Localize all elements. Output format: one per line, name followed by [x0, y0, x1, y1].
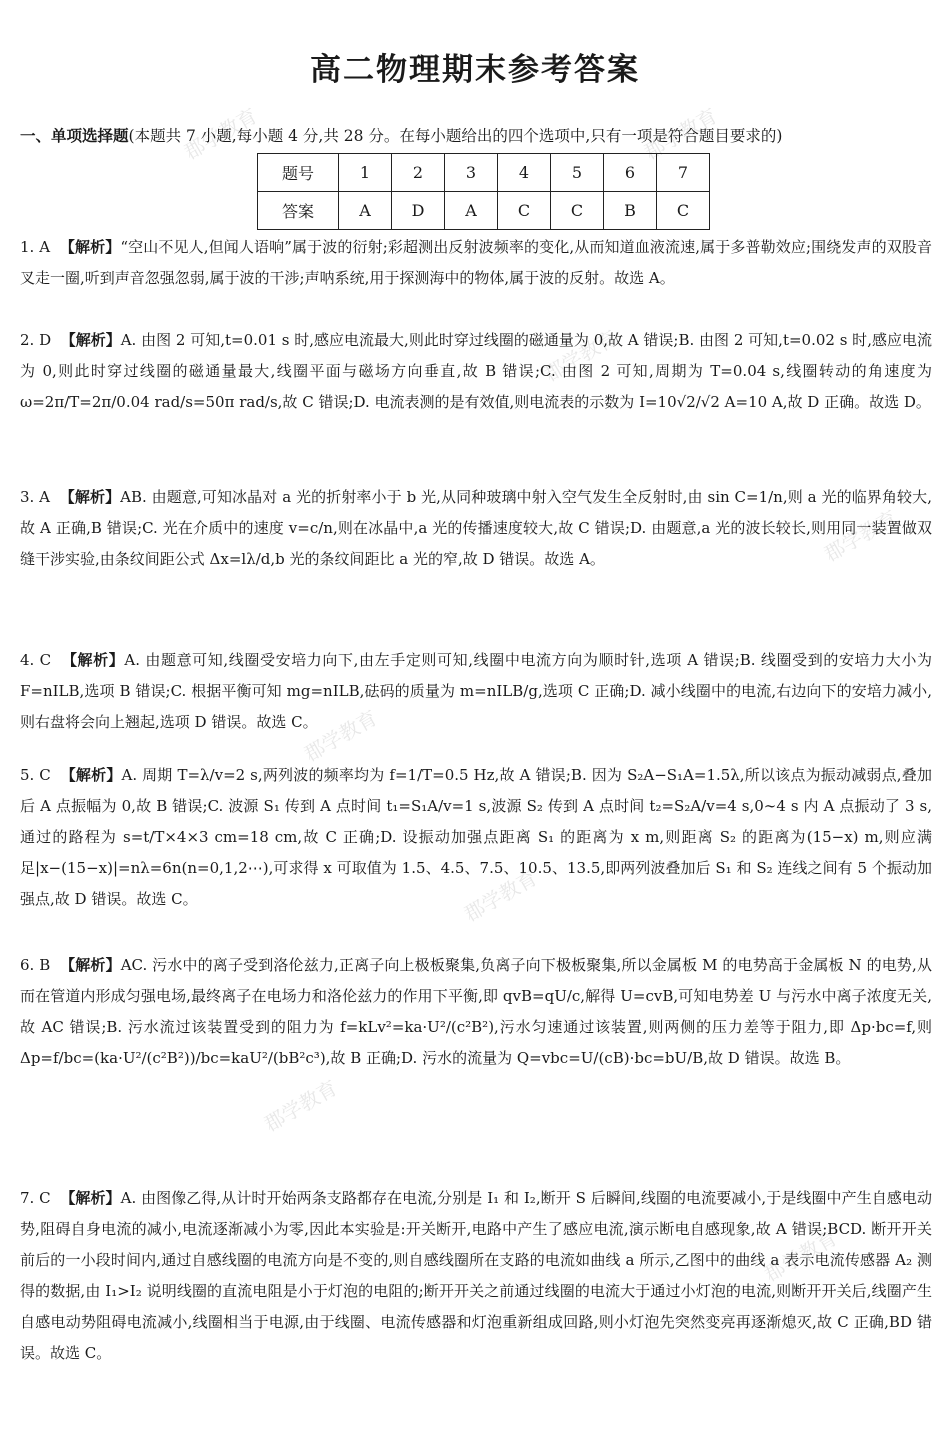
- watermark: 郡学教育: [460, 865, 542, 927]
- question-explanation-1: [20, 232, 932, 294]
- explanation-text: AC. 污水中的离子受到洛伦兹力,正离子向上极板聚集,负离子向下极板聚集,所以金属板 M 的电势高于金属板 N 的电势,从而在管道内形成匀强电场,最终离子在电场力和洛伦兹力的作用下平衡,即 qvB=qU/c,解得 U=cvB,可知电势差 U 与污水中离子浓度无关,故 AC 错误;B. 污水流过该装置受到的阻力为 f=kLv²=ka·U²/(c²B²),污水匀速通过该装置,则两侧的压力差等于阻力,即 Δp·bc=f,则 Δp=f/bc=(ka·U²/(c²B²))/bc=kaU²/(bB²c³),故 B 正确;D. 污水的流量为 Q=vbc=U/(cB)·bc=bU/B,故 D 错误。故选 B。: [20, 956, 932, 1067]
- question-number: 2. D: [20, 331, 52, 349]
- explanation-tag: 【解析】: [60, 766, 122, 784]
- answer-cell: D: [392, 192, 445, 230]
- question-number-cell: 6: [604, 154, 657, 192]
- question-number: 7. C: [20, 1189, 51, 1207]
- watermark: 郡学教育: [260, 1075, 342, 1137]
- question-explanation-2: [20, 325, 932, 418]
- table-row-numbers: [258, 154, 710, 192]
- explanation-text: “空山不见人,但闻人语响”属于波的衍射;彩超测出反射波频率的变化,从而知道血液流速,属于多普勒效应;围绕发声的双股音叉走一圈,听到声音忽强忽弱,属于波的干涉;声呐系统,用于探测海中的物体,属于波的反射。故选 A。: [20, 238, 932, 287]
- question-number: 4. C: [20, 651, 52, 669]
- answer-cell: A: [445, 192, 498, 230]
- table-header-number: 题号: [258, 154, 339, 192]
- watermark: 郡学教育: [540, 325, 622, 387]
- table-header-answer: 答案: [258, 192, 339, 230]
- page-title: 高二物理期末参考答案: [310, 52, 640, 88]
- table-row-answers: [258, 192, 710, 230]
- section-description: (本题共 7 小题,每小题 4 分,共 28 分。在每小题给出的四个选项中,只有一项是符合题目要求的): [128, 127, 783, 145]
- watermark: 郡学教育: [820, 505, 902, 567]
- explanation-text: A. 周期 T=λ/v=2 s,两列波的频率均为 f=1/T=0.5 Hz,故 A 错误;B. 因为 S₂A−S₁A=1.5λ,所以该点为振动减弱点,叠加后 A 点振幅为 0,故 B 错误;C. 波源 S₁ 传到 A 点时间 t₁=S₁A/v=1 s,波源 S₂ 传到 A 点时间 t₂=S₂A/v=4 s,0∼4 s 内 A 点振动了 3 s,通过的路程为 s=t/T×4×3 cm=18 cm,故 C 正确;D. 设振动加强点距离 S₁ 的距离为 x m,则距离 S₂ 的距离为(15−x) m,则应满足|x−(15−x)|=nλ=6n(n=0,1,2⋯),可求得 x 可取值为 1.5、4.5、7.5、10.5、13.5,即两列波叠加后 S₁ 和 S₂ 连线之间有 5 个振动加强点,故 D 错误。故选 C。: [20, 766, 932, 908]
- watermark: 郡学教育: [640, 103, 722, 165]
- question-number-cell: 7: [657, 154, 710, 192]
- question-number-cell: 5: [551, 154, 604, 192]
- explanation-text: A. 由图像乙得,从计时开始两条支路都存在电流,分别是 I₁ 和 I₂,断开 S 后瞬间,线圈的电流要减小,于是线圈中产生自感电动势,阻碍自身电流的减小,电流逐渐减小为零,因此本实验是:开关断开,电路中产生了感应电流,演示断电自感现象,故 A 错误;BCD. 断开开关前后的一小段时间内,通过自感线圈的电流方向是不变的,则自感线圈所在支路的电流如曲线 a 所示,乙图中的曲线 a 表示电流传感器 A₂ 测得的数据,由 I₁>I₂ 说明线圈的直流电阻是小于灯泡的电阻的;断开开关之前通过线圈的电流大于通过小灯泡的电流,则断开开关后,线圈产生自感电动势阻碍电流减小,线圈相当于电源,由于线圈、电流传感器和灯泡重新组成回路,则小灯泡先突然变亮再逐渐熄灭,故 C 正确,BD 错误。故选 C。: [20, 1189, 932, 1362]
- explanation-tag: 【解析】: [60, 956, 121, 974]
- answer-cell: A: [339, 192, 392, 230]
- question-number-cell: 1: [339, 154, 392, 192]
- section-label: 一、单项选择题: [20, 127, 129, 145]
- question-explanation-4: [20, 645, 932, 738]
- explanation-tag: 【解析】: [61, 651, 125, 669]
- question-number: 3. A: [20, 488, 51, 506]
- page-bottom-crop: [0, 1406, 950, 1434]
- explanation-tag: 【解析】: [59, 488, 121, 506]
- explanation-tag: 【解析】: [59, 238, 121, 256]
- explanation-tag: 【解析】: [60, 1189, 121, 1207]
- question-explanation-7: [20, 1183, 932, 1369]
- explanation-tag: 【解析】: [60, 331, 121, 349]
- answer-cell: C: [498, 192, 551, 230]
- question-number: 1. A: [20, 238, 51, 256]
- question-number: 5. C: [20, 766, 51, 784]
- answer-cell: C: [551, 192, 604, 230]
- question-number-cell: 3: [445, 154, 498, 192]
- answer-cell: C: [657, 192, 710, 230]
- explanation-text: A. 由图 2 可知,t=0.01 s 时,感应电流最大,则此时穿过线圈的磁通量为 0,故 A 错误;B. 由图 2 可知,t=0.02 s 时,感应电流为 0,则此时穿过线圈的磁通量最大,线圈平面与磁场方向垂直,故 B 错误;C. 由图 2 可知,周期为 T=0.04 s,线圈转动的角速度为 ω=2π/T=2π/0.04 rad/s=50π rad/s,故 C 错误;D. 电流表测的是有效值,则电流表的示数为 I=10√2/√2 A=10 A,故 D 正确。故选 D。: [20, 331, 932, 411]
- section-heading: [20, 124, 935, 146]
- watermark: 郡学教育: [760, 1225, 842, 1287]
- explanation-text: AB. 由题意,可知冰晶对 a 光的折射率小于 b 光,从同种玻璃中射入空气发生全反射时,由 sin C=1/n,则 a 光的临界角较大,故 A 正确,B 错误;C. 光在介质中的速度 v=c/n,则在冰晶中,a 光的传播速度较大,故 C 错误;D. 由题意,a 光的波长较长,则用同一装置做双缝干涉实验,由条纹间距公式 Δx=lλ/d,b 光的条纹间距比 a 光的窄,故 D 错误。故选 A。: [20, 488, 932, 568]
- answer-cell: B: [604, 192, 657, 230]
- question-explanation-5: [20, 760, 932, 915]
- question-number-cell: 4: [498, 154, 551, 192]
- watermark: 郡学教育: [300, 705, 382, 767]
- question-explanation-6: [20, 950, 932, 1074]
- watermark: 郡学教育: [180, 103, 262, 165]
- question-explanation-3: [20, 482, 932, 575]
- explanation-text: A. 由题意可知,线圈受安培力向下,由左手定则可知,线圈中电流方向为顺时针,选项 A 错误;B. 线圈受到的安培力大小为 F=nILB,选项 B 错误;C. 根据平衡可知 mg=nILB,砝码的质量为 m=nILB/g,选项 C 正确;D. 减小线圈中的电流,右边向下的安培力减小,则右盘将会向上翘起,选项 D 错误。故选 C。: [20, 651, 932, 731]
- question-number-cell: 2: [392, 154, 445, 192]
- question-number: 6. B: [20, 956, 51, 974]
- answer-table: [257, 153, 710, 230]
